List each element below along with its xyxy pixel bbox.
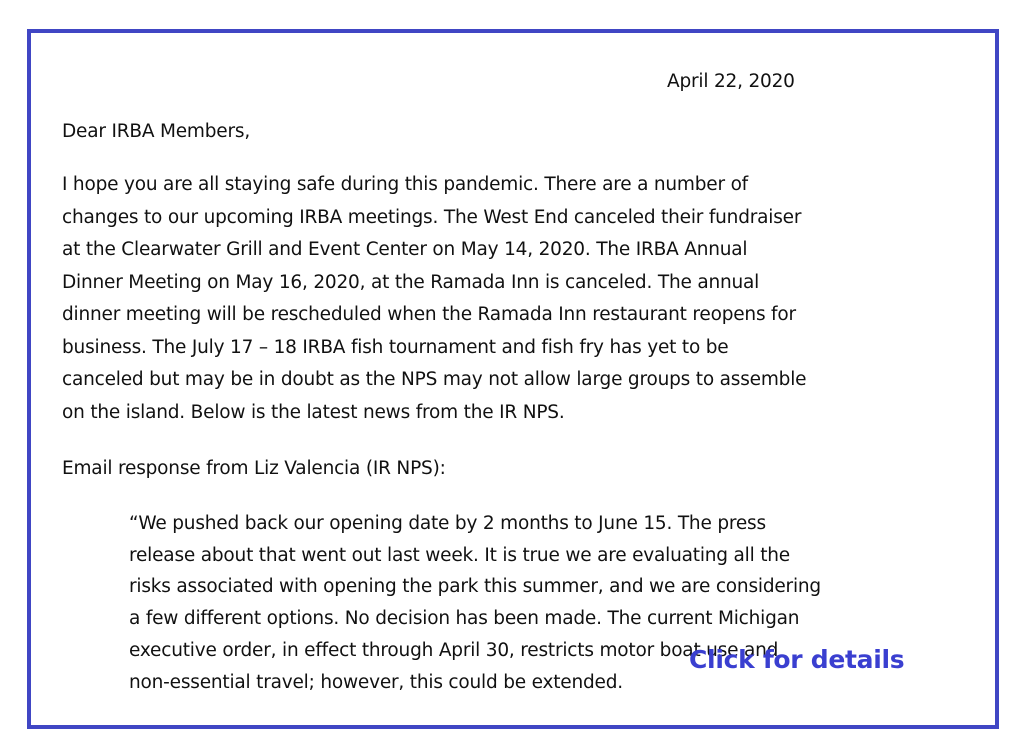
quote-line: a few different options. No decision has been made. The current Michigan: [129, 608, 800, 630]
body-line: at the Clearwater Grill and Event Center on May 14, 2020. The IRBA Annual: [62, 239, 748, 260]
quote-line: non-essential travel; however, this could be extended.: [129, 671, 623, 693]
body-line: I hope you are all staying safe during this pandemic. There are a number of: [62, 174, 748, 195]
body-line: on the island. Below is the latest news from the IR NPS.: [62, 401, 565, 423]
letter-body-paragraph: [62, 169, 962, 429]
letter-document: [31, 33, 995, 725]
quote-line: “We pushed back our opening date by 2 months to June 15. The press: [129, 513, 766, 534]
body-line: Dinner Meeting on May 16, 2020, at the Ramada Inn is canceled. The annual: [62, 271, 760, 293]
body-line: dinner meeting will be rescheduled when the Ramada Inn restaurant reopens for: [62, 304, 796, 325]
letter-frame: [27, 29, 999, 729]
quote-line: executive order, in effect through April 30, restricts motor boat use and: [129, 639, 779, 661]
email-intro: Email response from Liz Valencia (IR NPS):: [62, 458, 446, 479]
click-for-details-link[interactable]: Click for details: [689, 645, 905, 674]
body-line: changes to our upcoming IRBA meetings. The West End canceled their fundraiser: [62, 206, 802, 228]
letter-greeting: Dear IRBA Members,: [62, 121, 251, 142]
quote-line: risks associated with opening the park this summer, and we are considering: [129, 576, 821, 598]
body-line: canceled but may be in doubt as the NPS may not allow large groups to assemble: [62, 369, 807, 390]
letter-date: April 22, 2020: [667, 71, 795, 92]
quote-line: release about that went out last week. It is true we are evaluating all the: [129, 544, 790, 566]
body-line: business. The July 17 – 18 IRBA fish tournament and fish fry has yet to be: [62, 336, 729, 358]
